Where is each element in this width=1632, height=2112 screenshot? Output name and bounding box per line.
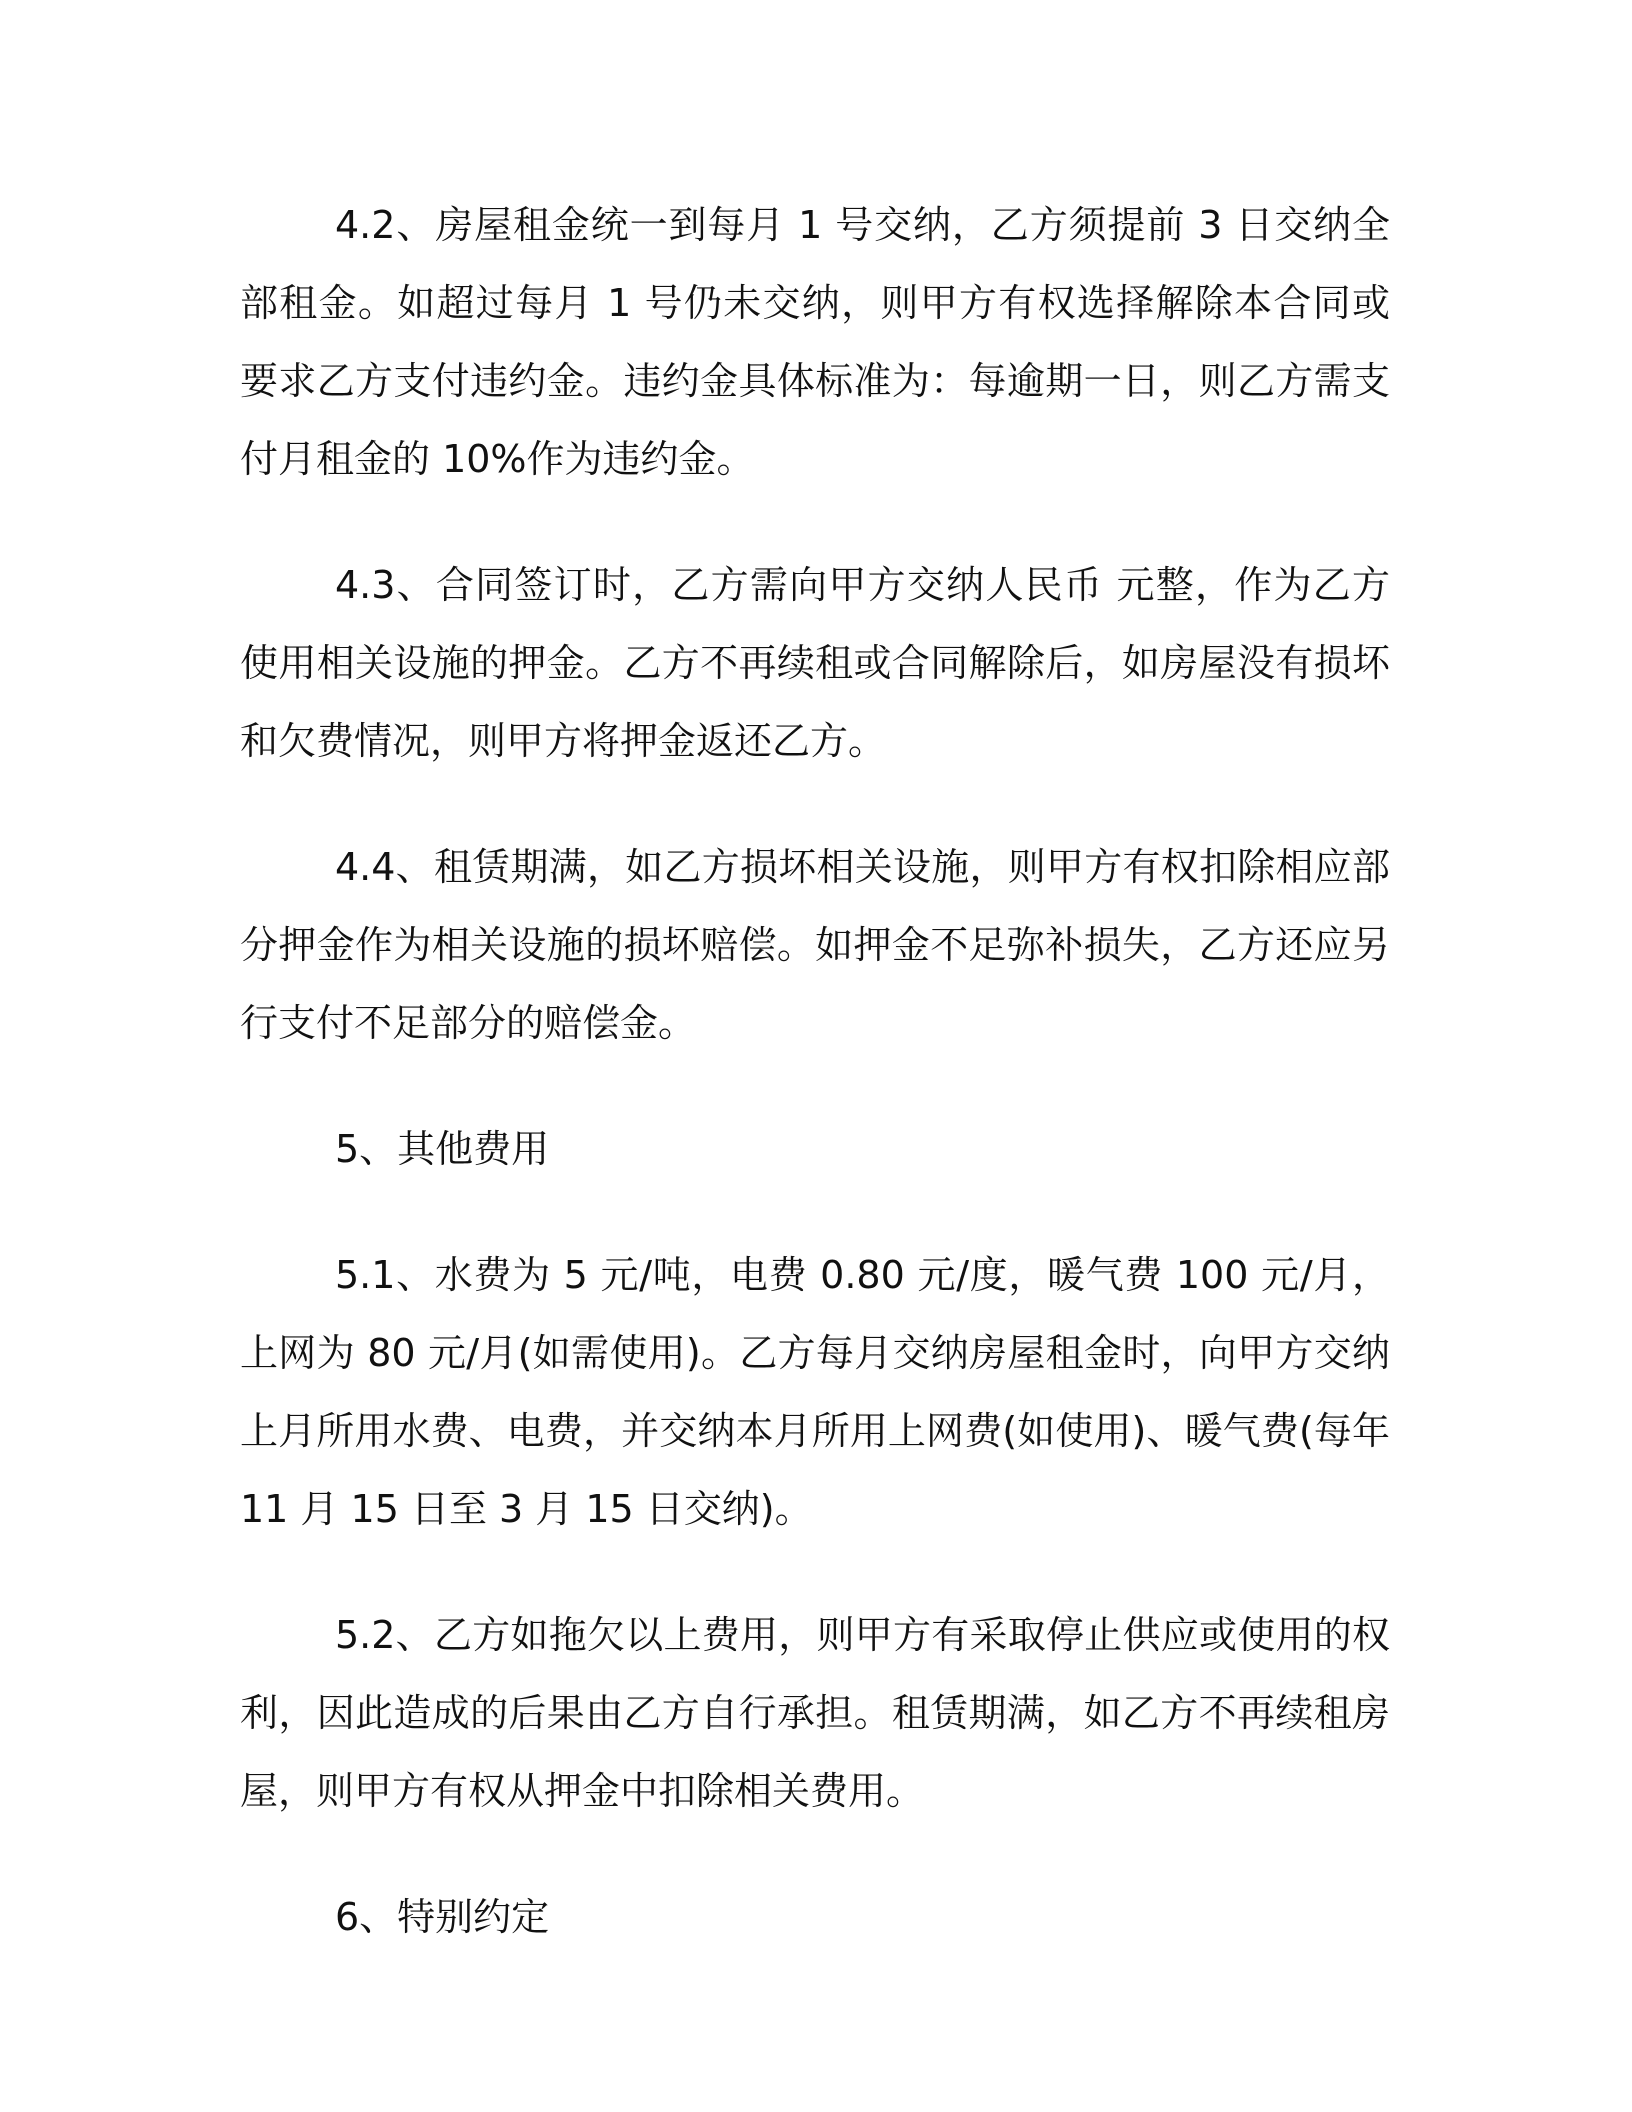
clause-5-1: 5.1、水费为 5 元/吨，电费 0.80 元/度，暖气费 100 元/月，上网为 80 元/月(如需使用)。乙方每月交纳房屋租金时，向甲方交纳上月所用水费、电费，并交纳本月所用上网费(如使用)、暖气费(每年 11 月 15 日至 3 月 15 日交纳)。: [240, 1253, 1390, 1531]
document-body: [240, 186, 1390, 2004]
clause-4-2: 4.2、房屋租金统一到每月 1 号交纳，乙方须提前 3 日交纳全部租金。如超过每月 1 号仍未交纳，则甲方有权选择解除本合同或要求乙方支付违约金。违约金具体标准为：每逾期一日，则乙方需支付月租金的 10%作为违约金。: [240, 203, 1390, 481]
section-heading-5: 5、其他费用: [335, 1127, 550, 1171]
clause-4-4: 4.4、租赁期满，如乙方损坏相关设施，则甲方有权扣除相应部分押金作为相关设施的损坏赔偿。如押金不足弥补损失，乙方还应另行支付不足部分的赔偿金。: [240, 845, 1390, 1045]
section-heading-6: 6、特别约定: [335, 1895, 550, 1939]
clause-5-2: 5.2、乙方如拖欠以上费用，则甲方有采取停止供应或使用的权利，因此造成的后果由乙方自行承担。租赁期满，如乙方不再续租房屋，则甲方有权从押金中扣除相关费用。: [240, 1613, 1390, 1813]
clause-4-3: 4.3、合同签订时，乙方需向甲方交纳人民币 元整，作为乙方使用相关设施的押金。乙方不再续租或合同解除后，如房屋没有损坏和欠费情况，则甲方将押金返还乙方。: [240, 563, 1390, 763]
